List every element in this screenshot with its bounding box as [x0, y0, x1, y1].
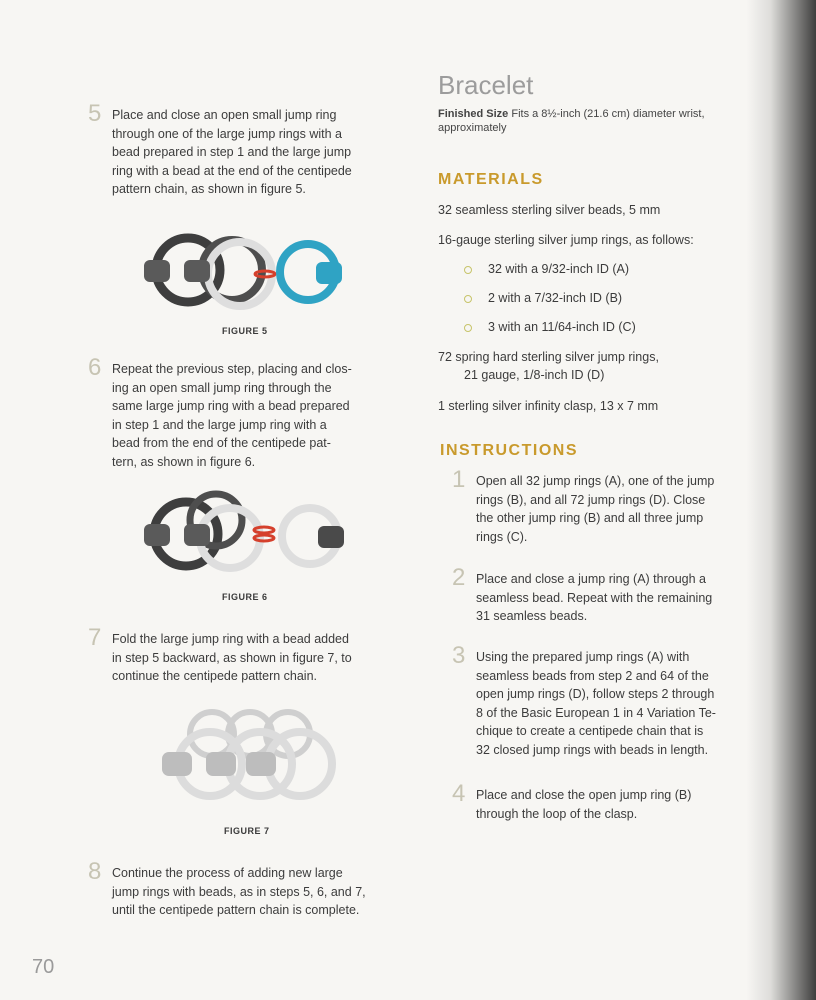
- step-number: 2: [452, 564, 466, 591]
- figure-7-illustration: [150, 700, 350, 810]
- bullet-icon: [464, 324, 472, 332]
- bead-1: [144, 524, 170, 546]
- finished-size: [438, 107, 768, 135]
- figure-5-illustration: [140, 222, 360, 322]
- step-number: 5: [88, 100, 102, 127]
- step-text: Place and close the open jump ring (B) through the loop of the clasp.: [476, 788, 692, 821]
- materials-rings-intro: 16-gauge sterling silver jump rings, as follows:: [438, 233, 694, 247]
- bead-2: [206, 752, 236, 776]
- bead-2: [184, 524, 210, 546]
- figure-6-illustration: [140, 484, 370, 584]
- step-number: 3: [452, 642, 466, 669]
- materials-sub-item: 3 with an 11/64-inch ID (C): [488, 320, 636, 334]
- finished-size-label: Finished Size: [438, 108, 509, 120]
- materials-spring-rings-2: 21 gauge, 1/8-inch ID (D): [464, 368, 605, 382]
- bead-1: [144, 260, 170, 282]
- instruction-step-2: [452, 564, 772, 630]
- step-text: Repeat the previous step, placing and clos- ing an open small jump ring through the same large jump ring with a bead prepared in step 1 and the large jump ring with a bead from the end of the centipede pat- tern, as shown in figure 6.: [112, 362, 352, 469]
- finished-size-text-2: approximately: [438, 122, 507, 134]
- step-text: Place and close an open small jump ring through one of the large jump rings with a bead prepared in step 1 and the large jump ring with a bead at the end of the centipede pattern chain, as shown in figure 5.: [112, 108, 352, 196]
- finished-size-text: Fits a 8½-inch (21.6 cm) diameter wrist,: [508, 108, 705, 120]
- bead-1: [162, 752, 192, 776]
- step-6: [88, 354, 418, 480]
- figure-5-caption: FIGURE 5: [222, 326, 268, 336]
- step-text: Fold the large jump ring with a bead added in step 5 backward, as shown in figure 7, to continue the centipede pattern chain.: [112, 632, 352, 683]
- step-number: 7: [88, 624, 102, 651]
- instruction-step-1: [452, 466, 772, 552]
- step-5: [88, 100, 418, 206]
- step-text: Open all 32 jump rings (A), one of the jump rings (B), and all 72 jump rings (D). Close the other jump ring (B) and all three jump rings (C).: [476, 474, 715, 544]
- bead-3: [246, 752, 276, 776]
- step-number: 8: [88, 858, 102, 885]
- step-8: [88, 858, 428, 924]
- step-text: Continue the process of adding new large jump rings with beads, as in steps 5, 6, and 7, until the centipede pattern chain is complete.: [112, 866, 366, 917]
- step-text: Using the prepared jump rings (A) with seamless beads from step 2 and 64 of the open jump rings (D), follow steps 2 through 8 of the Basic European 1 in 4 Variation Te- chique to create a centipede chain that is 32 closed jump rings with beads in length.: [476, 650, 716, 757]
- materials-spring-rings-1: 72 spring hard sterling silver jump rings,: [438, 350, 659, 364]
- bullet-icon: [464, 295, 472, 303]
- materials-sub-item: 32 with a 9/32-inch ID (A): [488, 262, 630, 276]
- instruction-step-4: [452, 780, 772, 826]
- step-number: 1: [452, 466, 466, 493]
- figure-6-caption: FIGURE 6: [222, 592, 268, 602]
- bullet-icon: [464, 266, 472, 274]
- materials-sub-item: 2 with a 7/32-inch ID (B): [488, 291, 623, 305]
- bead-3: [318, 526, 344, 548]
- materials-heading: MATERIALS: [438, 171, 544, 188]
- project-title: Bracelet: [438, 70, 534, 100]
- instruction-step-3: [452, 642, 772, 768]
- step-number: 4: [452, 780, 466, 807]
- bead-2: [184, 260, 210, 282]
- bead-blue: [316, 262, 342, 284]
- page-number: 70: [32, 956, 55, 978]
- materials-clasp: 1 sterling silver infinity clasp, 13 x 7 mm: [438, 399, 659, 413]
- step-text: Place and close a jump ring (A) through a seamless bead. Repeat with the remaining 31 seamless beads.: [476, 572, 713, 623]
- instructions-heading: INSTRUCTIONS: [440, 442, 578, 459]
- ring-big-3: [268, 732, 332, 796]
- step-number: 6: [88, 354, 102, 381]
- figure-7-caption: FIGURE 7: [224, 826, 270, 836]
- materials-beads: 32 seamless sterling silver beads, 5 mm: [438, 203, 661, 217]
- step-7: [88, 624, 418, 690]
